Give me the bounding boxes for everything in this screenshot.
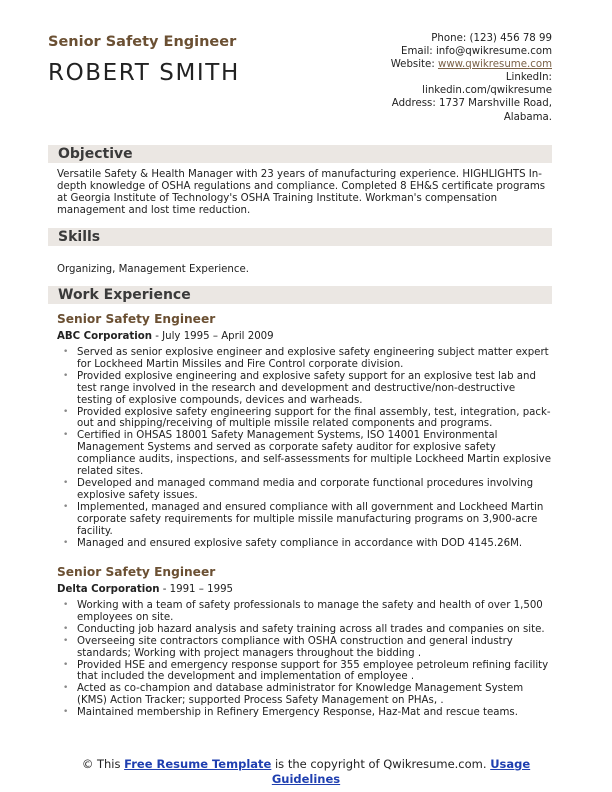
objective-section-header	[48, 145, 552, 163]
list-item: • Provided explosive safety engineering support for the final assembly, test, integration, pack-out and shipping/receiving of multiple missile related components and programs.	[57, 407, 551, 431]
website-link[interactable]: www.qwikresume.com	[437, 59, 552, 71]
contact-address-line1: Address: 1737 Marshville Road,	[391, 98, 552, 110]
job-title-2: Senior Safety Engineer	[57, 565, 216, 579]
company-name-1: ABC Corporation	[57, 331, 152, 342]
website-label: Website:	[390, 59, 438, 71]
list-item: • Maintained membership in Refinery Emergency Response, Haz-Mat and rescue teams.	[57, 707, 551, 719]
work-experience-section-header	[48, 286, 552, 304]
objective-text: Versatile Safety & Health Manager with 23 years of manufacturing experience. HIGHLIGHTS In-depth knowledge of OSHA regulations and compliance. Completed 8 EH&S certificate programs at Georgia Institute of Technology's OSHA Training Institute. Workman's compensation management and lost time reduction.	[57, 169, 546, 216]
list-item: • Developed and managed command media and corporate functional procedures involving explosive safety issues.	[57, 478, 551, 502]
resume-job-title: Senior Safety Engineer	[48, 34, 237, 50]
job-company-line-2	[57, 584, 233, 595]
job-company-line-1	[57, 331, 274, 342]
skills-heading: Skills	[58, 229, 101, 245]
job-dates-2: - 1991 – 1995	[159, 584, 234, 595]
job-bullets-2	[57, 600, 551, 719]
contact-phone: Phone: (123) 456 78 99	[431, 33, 552, 44]
contact-linkedin-label: LinkedIn:	[505, 72, 552, 84]
job-dates-1: - July 1995 – April 2009	[151, 331, 274, 342]
list-item: • Implemented, managed and ensured compliance with all government and Lockheed Martin corporate safety requirements for multiple missile manufacturing programs on 3,900-acre facility.	[57, 502, 551, 538]
work-experience-heading: Work Experience	[58, 287, 191, 303]
footer-prefix: © This	[81, 757, 125, 771]
list-item: • Managed and ensured explosive safety compliance in accordance with DOD 4145.26M.	[57, 538, 551, 550]
free-resume-template-link[interactable]: Free Resume Template	[124, 757, 272, 771]
footer-middle: is the copyright of Qwikresume.com.	[271, 757, 491, 771]
contact-email: Email: info@qwikresume.com	[401, 46, 552, 58]
copyright-footer	[48, 757, 564, 787]
skills-text: Organizing, Management Experience.	[57, 264, 250, 275]
job-bullets-1	[57, 347, 551, 549]
list-item: • Provided explosive engineering and explosive safety support for an explosive test lab and test range involved in the research and development and destructive/non-destructive testing of explosive compounds, devices and warheads.	[57, 371, 551, 407]
objective-heading: Objective	[58, 146, 133, 162]
list-item: • Served as senior explosive engineer and explosive safety engineering subject matter expert for Lockheed Martin Missiles and Fire Control corporate division.	[57, 347, 551, 371]
list-item: • Acted as co-champion and database administrator for Knowledge Management System (KMS) Action Tracker; supported Process Safety Management on PHAs, .	[57, 683, 551, 707]
list-item: • Conducting job hazard analysis and safety training across all trades and companies on site.	[57, 624, 551, 636]
list-item: • Provided HSE and emergency response support for 355 employee petroleum refining facility that included the development and implementation of employee .	[57, 660, 551, 684]
contact-linkedin-value: linkedin.com/qwikresume	[422, 85, 552, 97]
skills-section-header	[48, 228, 552, 246]
list-item: • Working with a team of safety professionals to manage the safety and health of over 1,500 employees on site.	[57, 600, 551, 624]
contact-block	[312, 32, 552, 124]
usage-guidelines-link[interactable]: Usage Guidelines	[271, 757, 531, 786]
contact-website	[312, 58, 552, 71]
company-name-2: Delta Corporation	[57, 584, 160, 595]
job-title-1: Senior Safety Engineer	[57, 312, 216, 326]
candidate-name: ROBERT SMITH	[48, 60, 240, 86]
list-item: • Certified in OHSAS 18001 Safety Management Systems, ISO 14001 Environmental Management Systems and served as corporate safety auditor for explosive safety compliance audits, inspections, and self-assessments for multiple Lockheed Martin explosive related sites.	[57, 430, 551, 478]
list-item: • Overseeing site contractors compliance with OSHA construction and general industry standards; Working with project managers throughout the bidding .	[57, 636, 551, 660]
contact-address-line2: Alabama.	[503, 111, 552, 123]
